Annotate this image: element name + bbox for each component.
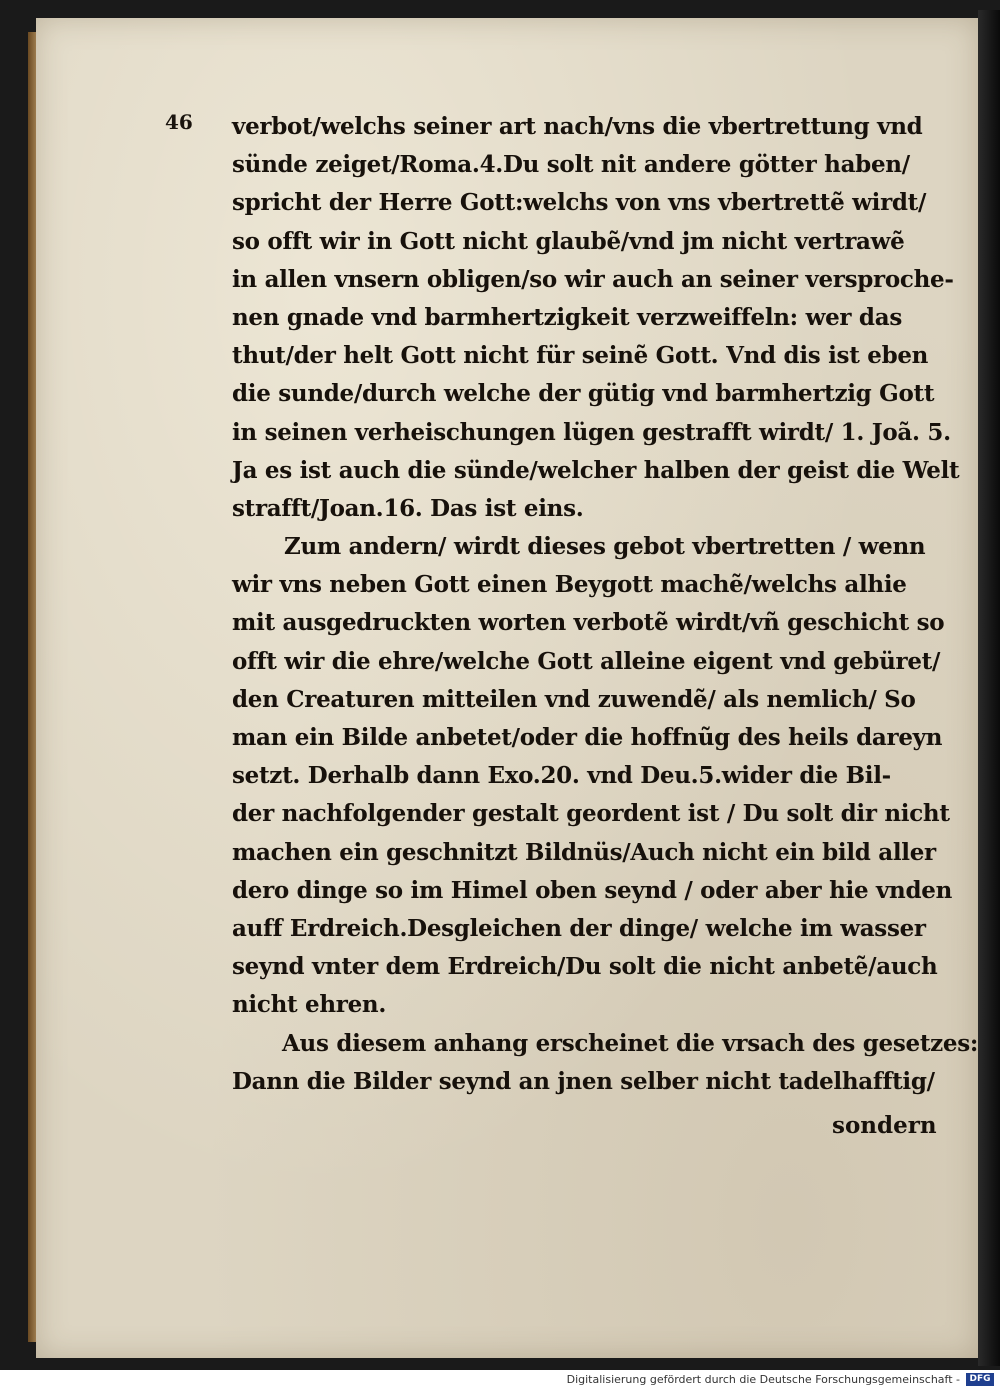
dfg-logo-icon: DFG bbox=[966, 1373, 994, 1386]
text-line: in seinen verheischungen lügen gestrafft wirdt/ 1. Joã. 5. bbox=[232, 418, 951, 446]
text-line: Ja es ist auch die sünde/welcher halben der geist die Welt bbox=[232, 456, 960, 484]
text-line: seynd vnter dem Erdreich/Du solt die nicht anbetẽ/auch bbox=[232, 953, 938, 981]
text-line: verbot/welchs seiner art nach/vns die vbertrettung vnd bbox=[232, 113, 923, 140]
text-line: Zum andern/ wirdt dieses gebot vbertretten / wenn bbox=[284, 533, 926, 561]
text-line: Dann die Bilder seynd an jnen selber nicht tadelhafftig/ bbox=[232, 1067, 935, 1095]
text-line: dero dinge so im Himel oben seynd / oder aber hie vnden bbox=[232, 876, 953, 904]
text-line: setzt. Derhalb dann Exo.20. vnd Deu.5.wider die Bil- bbox=[232, 762, 891, 790]
text-line: der nachfolgender gestalt geordent ist / Du solt dir nicht bbox=[232, 800, 950, 828]
text-line: auff Erdreich.Desgleichen der dinge/ welche im wasser bbox=[232, 914, 926, 942]
text-line: offt wir die ehre/welche Gott alleine eigent vnd gebüret/ bbox=[232, 647, 941, 675]
text-line: machen ein geschnitzt Bildnüs/Auch nicht ein bild aller bbox=[232, 838, 936, 866]
text-line: mit ausgedruckten worten verbotẽ wirdt/vñ geschicht so bbox=[232, 609, 945, 637]
text-line: so offt wir in Gott nicht glaubẽ/vnd jm nicht vertrawẽ bbox=[232, 227, 905, 255]
text-line: nicht ehren. bbox=[232, 991, 387, 1019]
text-line: spricht der Herre Gott:welchs von vns vbertrettẽ wirdt/ bbox=[232, 189, 927, 217]
text-line: man ein Bilde anbetet/oder die hoffnũg des heils dareyn bbox=[232, 724, 943, 751]
text-line: in allen vnsern obligen/so wir auch an seiner versproche- bbox=[232, 265, 954, 293]
text-line: strafft/Joan.16. Das ist eins. bbox=[232, 494, 584, 522]
text-line: den Creaturen mitteilen vnd zuwendẽ/ als nemlich/ So bbox=[232, 685, 916, 713]
text-line: Aus diesem anhang erscheinet die vrsach des gesetzes: bbox=[282, 1029, 979, 1057]
funding-credit: Digitalisierung gefördert durch die Deutsche Forschungsgemeinschaft - bbox=[566, 1373, 960, 1386]
page-number: 46 bbox=[165, 110, 193, 134]
text-line: wir vns neben Gott einen Beygott machẽ/welchs alhie bbox=[232, 571, 907, 599]
text-line: sünde zeiget/Roma.4.Du solt nit andere götter haben/ bbox=[232, 151, 910, 179]
text-line: die sunde/durch welche der gütig vnd barmhertzig Gott bbox=[232, 380, 935, 408]
text-line: nen gnade vnd barmhertzigkeit verzweiffeln: wer das bbox=[232, 303, 902, 331]
text-line: thut/der helt Gott nicht für seinẽ Gott. Vnd dis ist eben bbox=[232, 342, 929, 370]
footer-bar bbox=[0, 1370, 1000, 1390]
catchword: sondern bbox=[832, 1112, 937, 1139]
page-text bbox=[232, 108, 979, 1101]
scan-border bbox=[978, 10, 1000, 1366]
